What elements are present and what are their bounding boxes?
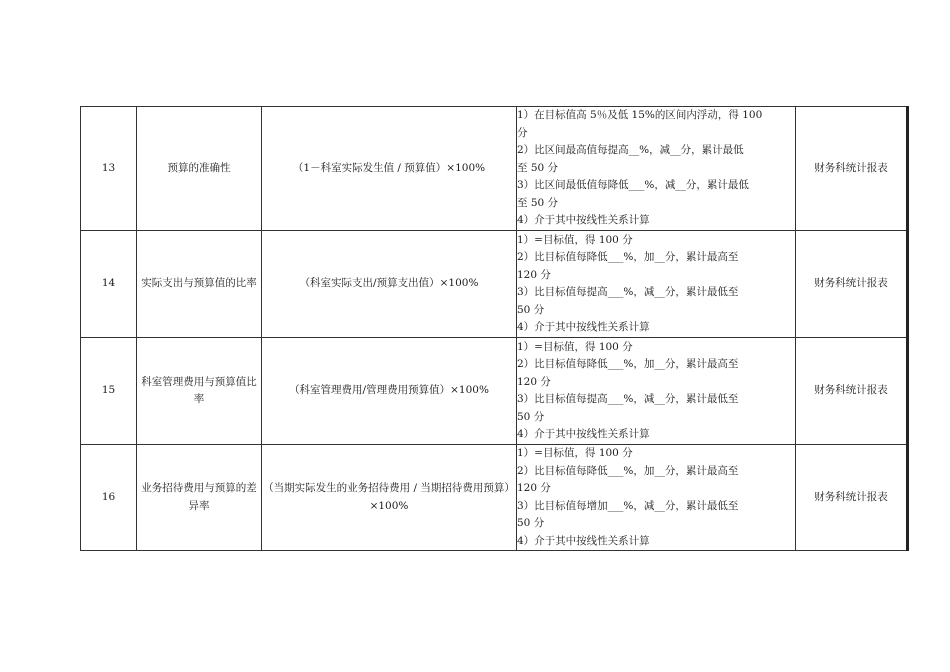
scoring-rule-line: 3）比目标值每增加___%，减__分，累计最低至 xyxy=(517,499,739,512)
scoring-rule-line: 2）比目标值每降低___%，加__分，累计最高至 xyxy=(517,464,739,477)
scoring-rule-line: 1）=目标值，得 100 分 xyxy=(517,447,633,459)
row-number: 14 xyxy=(81,231,137,338)
scoring-rule-line: 2）比目标值每降低___%，加__分，累计最高至 xyxy=(517,358,739,370)
row-number: 13 xyxy=(81,107,137,231)
calculation-formula xyxy=(262,107,517,231)
scoring-rule-line: 120 分 xyxy=(517,375,551,388)
scoring-rule-line: 分 xyxy=(517,126,528,139)
formula-text: （1－科室实际发生值 / 预算值）×100% xyxy=(292,161,486,174)
scoring-rule-line: 120 分 xyxy=(517,482,551,494)
scoring-rules xyxy=(517,445,796,551)
scoring-rule-line: 4）介于其中按线性关系计算 xyxy=(517,214,650,227)
row-number: 16 xyxy=(81,445,137,551)
table-row xyxy=(81,107,908,231)
scoring-rule-line: 1）=目标值，得 100 分 xyxy=(517,340,633,353)
indicator-name xyxy=(137,338,262,445)
scoring-rule-line: 120 分 xyxy=(517,268,551,281)
table-row xyxy=(81,231,908,338)
scoring-rule-line: 1）=目标值，得 100 分 xyxy=(517,233,633,246)
data-source: 财务科统计报表 xyxy=(796,231,908,338)
row-number: 15 xyxy=(81,338,137,445)
indicator-name-text: 科室管理费用与预算值比率 xyxy=(141,375,257,405)
data-source: 财务科统计报表 xyxy=(796,445,908,551)
scoring-rule-line: 3）比区间最低值每降低___%，减__分，累计最低 xyxy=(517,179,749,192)
scoring-rule-line: 至 50 分 xyxy=(517,196,559,209)
scoring-rule-line: 50 分 xyxy=(517,410,545,423)
data-source: 财务科统计报表 xyxy=(796,107,908,231)
scoring-rule-line: 50 分 xyxy=(517,303,545,316)
scoring-rules xyxy=(517,231,796,338)
scoring-rule-line: 1）在目标值高 5％及低 15%的区间内浮动，得 100 xyxy=(517,109,763,122)
scoring-rule-line: 4）介于其中按线性关系计算 xyxy=(517,321,650,333)
kpi-table xyxy=(80,106,909,551)
indicator-name xyxy=(137,231,262,338)
scoring-rule-line: 4）介于其中按线性关系计算 xyxy=(517,534,650,547)
data-source: 财务科统计报表 xyxy=(796,338,908,445)
scoring-rule-line: 至 50 分 xyxy=(517,161,559,174)
indicator-name-text: 业务招待费用与预算的差异率 xyxy=(141,482,257,512)
calculation-formula xyxy=(262,445,517,551)
scoring-rule-line: 3）比目标值每提高___%，减__分，累计最低至 xyxy=(517,393,739,405)
calculation-formula xyxy=(262,338,517,445)
scoring-rule-line: 3）比目标值每提高___%，减__分，累计最低至 xyxy=(517,286,739,298)
indicator-name xyxy=(137,107,262,231)
table-row xyxy=(81,445,908,551)
formula-text: （当期实际发生的业务招待费用 / 当期招待费用预算）×100% xyxy=(263,482,515,512)
scoring-rule-line: 2）比区间最高值每提高__%，减__分，累计最低 xyxy=(517,144,744,157)
calculation-formula xyxy=(262,231,517,338)
formula-text: （科室实际支出/预算支出值）×100% xyxy=(299,277,479,290)
table-row xyxy=(81,338,908,445)
formula-text: （科室管理费用/管理费用预算值）×100% xyxy=(289,384,489,397)
scoring-rules xyxy=(517,338,796,445)
indicator-name xyxy=(137,445,262,551)
scoring-rule-line: 50 分 xyxy=(517,517,545,529)
scoring-rule-line: 4）介于其中按线性关系计算 xyxy=(517,428,650,440)
scoring-rule-line: 2）比目标值每降低___%，加__分，累计最高至 xyxy=(517,251,739,263)
indicator-name-text: 实际支出与预算值的比率 xyxy=(141,277,257,290)
scoring-rules xyxy=(517,107,796,231)
indicator-name-text: 预算的准确性 xyxy=(167,161,231,174)
